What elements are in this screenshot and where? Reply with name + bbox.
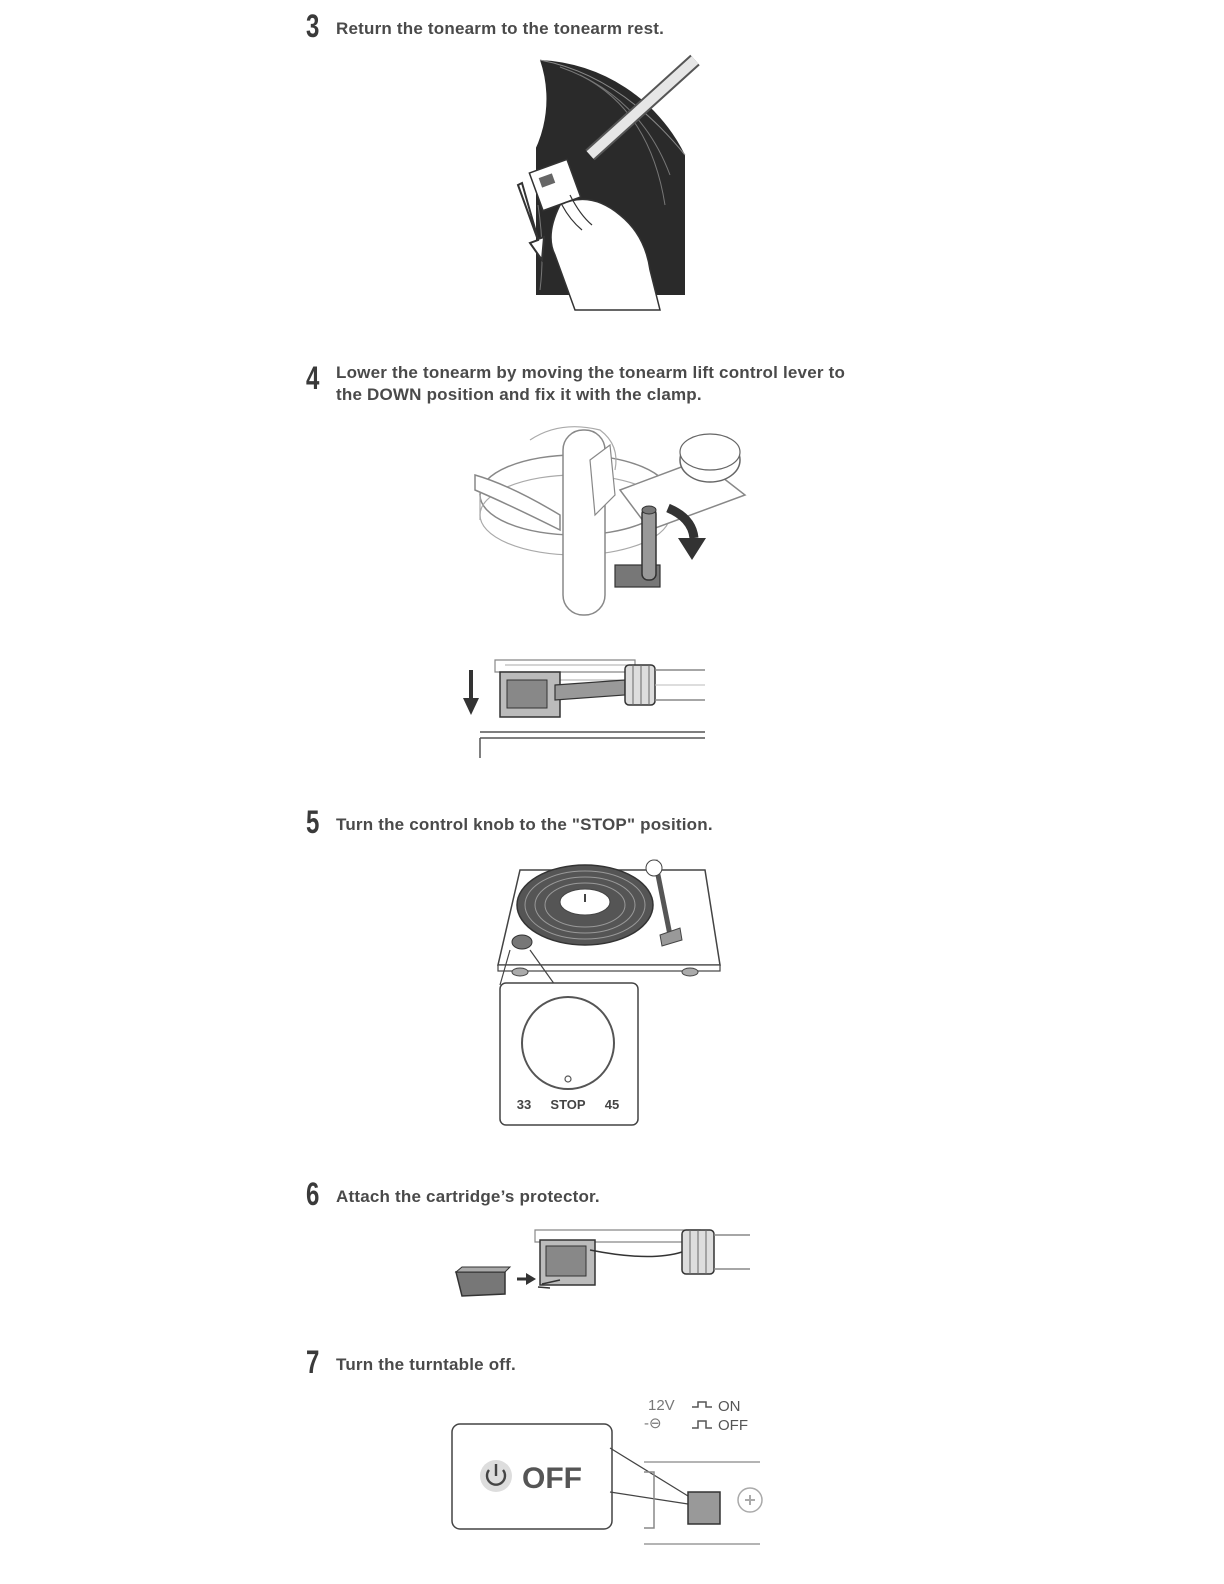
step-6-number: 6	[306, 1176, 320, 1212]
knob-dial	[522, 997, 614, 1089]
figure-tonearm-lowered	[455, 650, 715, 765]
figure-tonearm-return	[500, 55, 710, 315]
figure-cartridge-protector	[450, 1222, 750, 1307]
figure-power-switch	[448, 1392, 768, 1552]
step-7-text: Turn the turntable off.	[336, 1355, 516, 1374]
cartridge-protector	[456, 1272, 505, 1296]
step-4-text-line1: Lower the tonearm by moving the tonearm lift control lever to	[336, 363, 846, 382]
switch-on-label: ON	[718, 1398, 741, 1415]
switch-on-icon	[692, 1402, 712, 1407]
step-5-text: Turn the control knob to the "STOP" position.	[336, 815, 713, 834]
switch-off-label: OFF	[718, 1417, 748, 1434]
arrow-down-icon	[678, 538, 706, 560]
step-7-number: 7	[306, 1344, 320, 1380]
figure-turntable-knob	[490, 850, 730, 1135]
knob-label-45: 45	[604, 1097, 620, 1112]
step-3-number: 3	[306, 8, 320, 44]
knob-label-33: 33	[516, 1097, 532, 1112]
power-off-label: OFF	[522, 1462, 582, 1495]
control-knob	[512, 935, 532, 949]
power-switch[interactable]	[688, 1492, 720, 1524]
polarity-label: -⊖	[644, 1415, 662, 1432]
figure-lift-lever	[470, 420, 760, 620]
arrow-right-icon	[526, 1273, 536, 1285]
arrow-down-icon	[463, 698, 479, 715]
step-5-number: 5	[306, 804, 320, 840]
voltage-label: 12V	[648, 1397, 675, 1414]
lift-lever	[642, 508, 656, 580]
switch-off-icon	[692, 1421, 712, 1428]
knob-label-stop: STOP	[550, 1097, 586, 1112]
step-4-number: 4	[306, 360, 320, 396]
step-3-text: Return the tonearm to the tonearm rest.	[336, 19, 665, 38]
step-4-text-line2: the DOWN position and fix it with the clamp.	[336, 385, 702, 404]
step-6-text: Attach the cartridge’s protector.	[336, 1187, 600, 1206]
